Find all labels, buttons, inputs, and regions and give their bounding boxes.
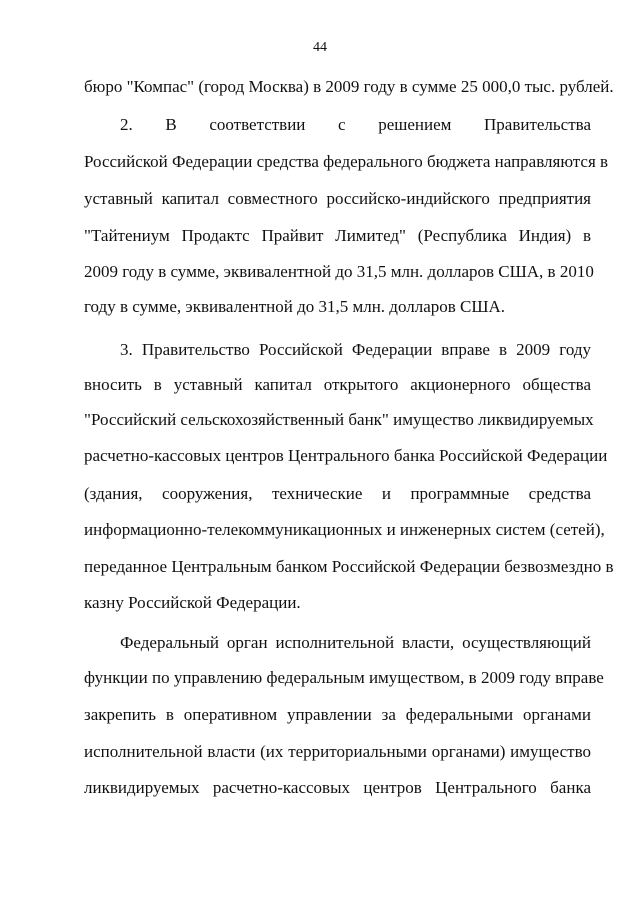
text-line: информационно-телекоммуникационных и инженерных систем (сетей), [84, 520, 605, 539]
text-line: функции по управлению федеральным имуществом, в 2009 году вправе [84, 668, 604, 687]
text-line: уставный капитал совместного российско-индийского предприятия [84, 189, 591, 208]
text-line: (здания, сооружения, технические и программные средства [84, 484, 591, 503]
text-line: ликвидируемых расчетно-кассовых центров Центрального банка [84, 778, 591, 797]
text-line: расчетно-кассовых центров Центрального банка Российской Федерации [84, 446, 608, 465]
page-number: 44 [313, 40, 327, 55]
paragraph-4-start: Федеральный орган исполнительной власти, осуществляющий [120, 633, 591, 652]
text-line: вносить в уставный капитал открытого акционерного общества [84, 375, 591, 394]
text-line: переданное Центральным банком Российской Федерации безвозмездно в [84, 557, 614, 576]
text-line: "Тайтениум Продактс Прайвит Лимитед" (Республика Индия) в [84, 226, 591, 245]
text-line: 2009 году в сумме, эквивалентной до 31,5 млн. долларов США, в 2010 [84, 262, 594, 281]
text-line: бюро "Компас" (город Москва) в 2009 году в сумме 25 000,0 тыс. рублей. [84, 77, 614, 96]
text-line: казну Российской Федерации. [84, 593, 301, 612]
text-line: году в сумме, эквивалентной до 31,5 млн. долларов США. [84, 297, 506, 316]
paragraph-3-start: 3. Правительство Российской Федерации вправе в 2009 году [120, 340, 591, 359]
text-line: исполнительной власти (их территориальными органами) имущество [84, 742, 591, 761]
text-line: закрепить в оперативном управлении за федеральными органами [84, 705, 591, 724]
paragraph-2-start: 2. В соответствии с решением Правительства [120, 115, 591, 134]
text-line: Российской Федерации средства федерального бюджета направляются в [84, 152, 609, 171]
text-line: "Российский сельскохозяйственный банк" имущество ликвидируемых [84, 410, 594, 429]
